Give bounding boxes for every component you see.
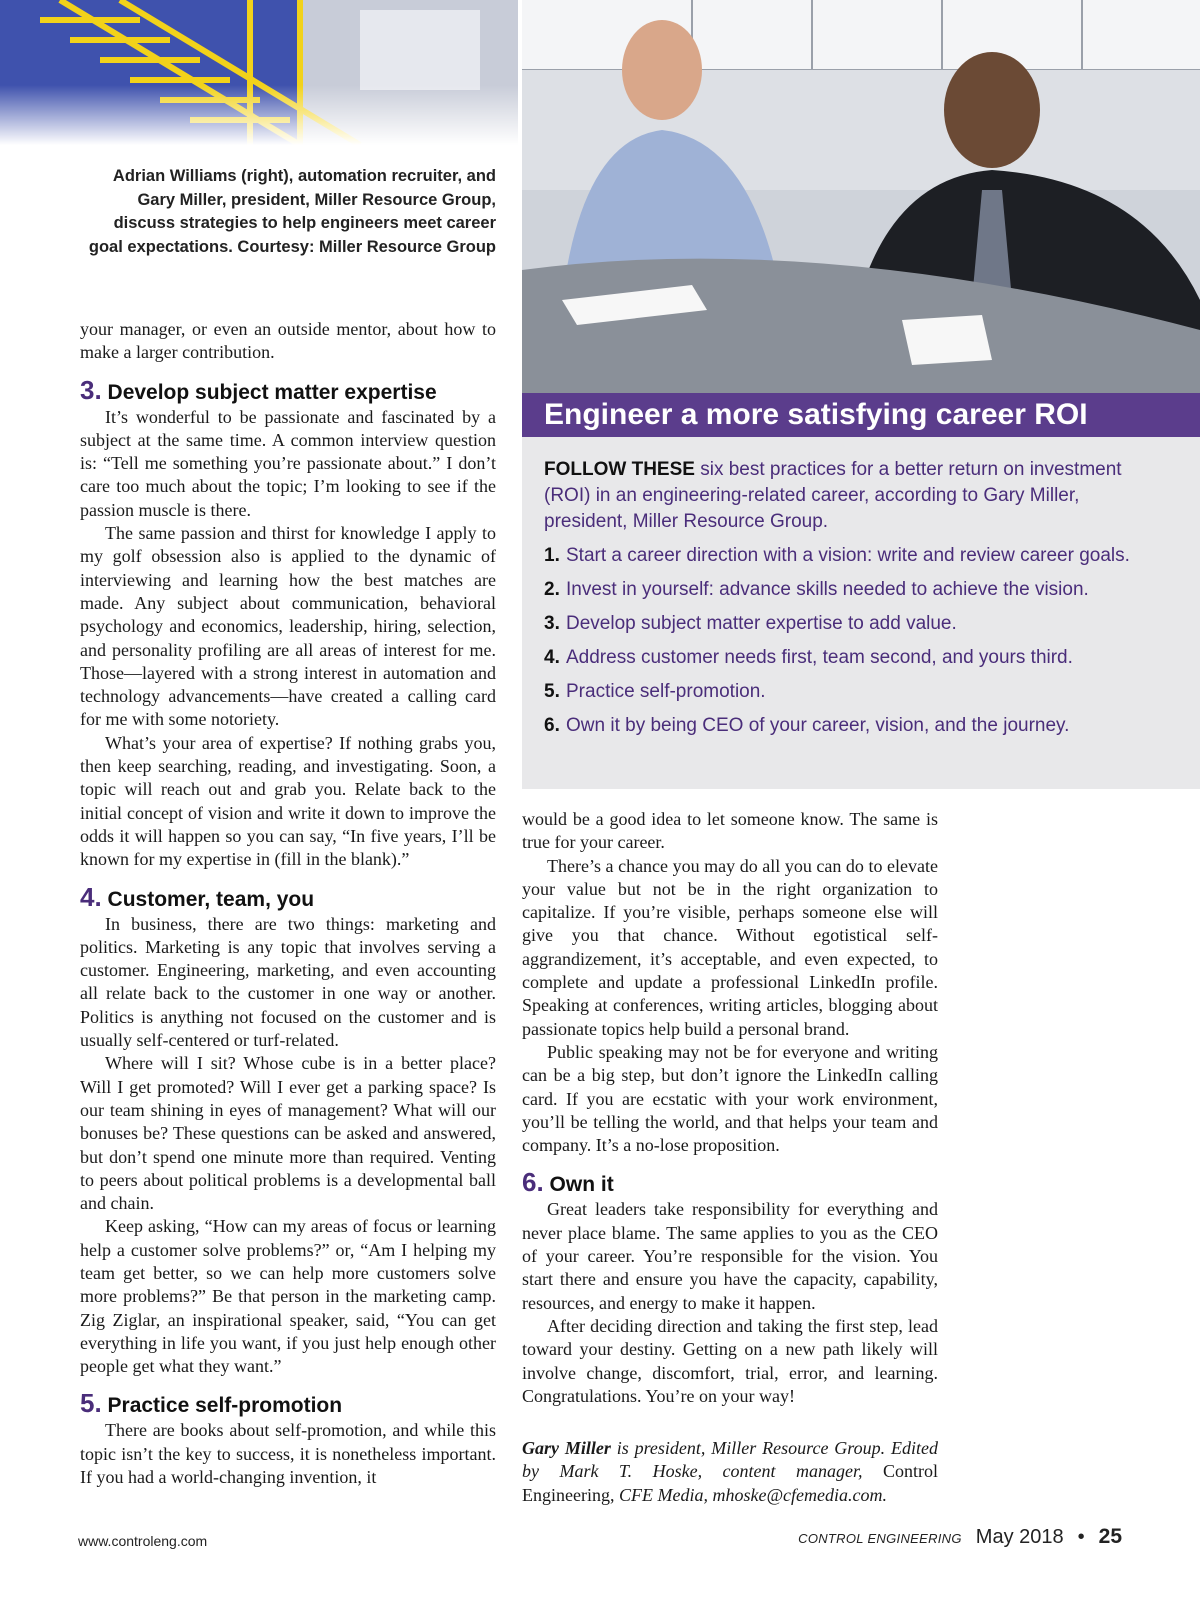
photo-caption: Adrian Williams (right), automation recruiter, and Gary Miller, president, Miller Resource Group, discuss strategies to help engineers meet career goal expectations. Courtesy: Miller Resource Group <box>88 167 496 256</box>
author-name: Gary Miller <box>522 1438 611 1458</box>
list-text: Invest in yourself: advance skills needed to achieve the vision. <box>566 579 1089 600</box>
list-number: 3. <box>544 613 560 634</box>
list-number: 4. <box>544 647 560 668</box>
paragraph: would be a good idea to let someone know. The same is true for your career. <box>522 809 938 853</box>
heading-title: Own it <box>543 1173 614 1197</box>
author-byline <box>522 1437 938 1507</box>
list-item <box>544 679 1140 705</box>
footer-website[interactable]: www.controleng.com <box>78 1533 208 1549</box>
paragraph: It’s wonderful to be passionate and fascinated by a subject at the same time. A common interview question is: “Tell me something you’re passionate about.” I don’t care too much about the topic; I’m looking to see if the passion muscle is there. <box>80 406 496 520</box>
list-text: Practice self-promotion. <box>566 681 766 702</box>
section-heading-5 <box>80 1390 496 1419</box>
right-column <box>522 808 938 1408</box>
footer-date: May 2018 <box>975 1526 1064 1548</box>
list-number: 6. <box>544 715 560 736</box>
footer-publication: CONTROL ENGINEERING <box>798 1531 962 1546</box>
paragraph: Public speaking may not be for everyone and writing can be a big step, but don’t ignore the LinkedIn calling card. If you are ecstatic with your work environment, you’ll be telling the world, and that helps your team and company. It’s a no-lose proposition. <box>522 1041 938 1156</box>
list-item <box>544 611 1140 637</box>
list-text: Start a career direction with a vision: write and review career goals. <box>566 545 1130 566</box>
paragraph: Great leaders take responsibility for everything and never place blame. The same applies to you as the CEO of your career. You’re responsible for the vision. You start there and ensure you have the capacity, capability, resources, and energy to make it happen. <box>522 1199 938 1313</box>
list-item <box>544 713 1140 739</box>
staircase-photo <box>0 0 518 145</box>
footer-info <box>798 1525 1122 1549</box>
sidebar-intro <box>544 457 1140 535</box>
list-number: 2. <box>544 579 560 600</box>
page-number: 25 <box>1098 1525 1122 1548</box>
list-item <box>544 577 1140 603</box>
sidebar-title: Engineer a more satisfying career ROI <box>522 393 1200 437</box>
paragraph: After deciding direction and taking the first step, lead toward your destiny. Getting on a new path likely will involve change, discomfort, trial, error, and learning. Congratulations. You’re on your way! <box>522 1315 938 1406</box>
heading-title: Practice self-promotion <box>101 1394 343 1418</box>
publication-name: Control Engineering, <box>522 1461 938 1505</box>
sidebar-box <box>522 437 1200 789</box>
left-column <box>80 318 496 1489</box>
paragraph: Keep asking, “How can my areas of focus or learning help a customer solve problems?” or, “Am I helping my team get better, so we can help more customers solve more problems?” Be that person in the marketing camp. Zig Ziglar, an inspirational speaker, said, “You can get everything in life you want, if you just help enough other people get what they want.” <box>80 1216 496 1377</box>
paragraph: There are books about self-promotion, and while this topic isn’t the key to success, it is nonetheless important. If you had a world-changing invention, it <box>80 1420 496 1488</box>
heading-title: Develop subject matter expertise <box>101 380 437 404</box>
paragraph: In business, there are two things: marketing and politics. Marketing is any topic that involves serving a customer. Engineering, marketing, and even accounting all relate back to the customer in one way or another. Politics is anything not focused on the customer and is usually self-centered or turf-related. <box>80 913 496 1051</box>
section-heading-3 <box>80 374 496 406</box>
list-text: Address customer needs first, team second, and yours third. <box>566 647 1073 668</box>
best-practices-list <box>544 543 1140 739</box>
paragraph: There’s a chance you may do all you can do to elevate your value but not be in the right organization to capitalize. If you’re visible, perhaps someone else will give you that chance. Without egotistical self-aggrandizement, it’s acceptable, and even expected, to complete and update a professional LinkedIn profile. Speaking at conferences, writing articles, blogging about passionate topics help build a personal brand. <box>522 855 938 1039</box>
paragraph: What’s your area of expertise? If nothing grabs you, then keep searching, reading, and investigating. Soon, a topic will reach out and grab you. Relate back to the initial concept of vision and write it down to improve the odds it will happen so you can say, “In five years, I’ll be known for my expertise in (fill in the blank).” <box>80 732 496 870</box>
photo-fade <box>0 85 518 145</box>
list-number: 1. <box>544 545 560 566</box>
paragraph: Where will I sit? Whose cube is in a better place? Will I get promoted? Will I ever get a parking space? Is our team shining in eyes of management? What will our bonuses be? These questions can be asked and answered, but don’t spend one minute more than required. Venting to peers about political problems is a developmental ball and chain. <box>80 1053 496 1214</box>
sidebar-lead: FOLLOW THESE <box>544 459 695 480</box>
people-photo <box>522 0 1200 393</box>
byline-contact: CFE Media, mhoske@cfemedia.com. <box>614 1484 887 1505</box>
list-item <box>544 645 1140 671</box>
heading-number: 6. <box>522 1167 544 1198</box>
people-illustration <box>522 0 1200 393</box>
heading-number: 4. <box>80 881 102 912</box>
footer-bullet: • <box>1077 1526 1085 1548</box>
sidebar-intro-text: six best practices for a better return on investment (ROI) in an engineering-related career, according to Gary Miller, president, Miller Resource Group. <box>544 459 1122 532</box>
byline-text: is president, Miller Resource Group. Edited by Mark T. Hoske, content manager, <box>522 1438 938 1482</box>
list-text: Own it by being CEO of your career, vision, and the journey. <box>566 715 1070 736</box>
paragraph: your manager, or even an outside mentor, about how to make a larger contribution. <box>80 319 496 363</box>
list-item <box>544 543 1140 569</box>
section-heading-6 <box>522 1169 938 1198</box>
paragraph: The same passion and thirst for knowledge I apply to my golf obsession also is applied to the dynamic of interviewing and learning how the best matches are made. Any subject about communication, behavioral psychology and economics, leadership, hiring, selection, and personality profiling are all areas of interest for me. Those—layered with a strong interest in automation and technology advancements—have created a calling card for me with some notoriety. <box>80 523 496 730</box>
heading-number: 3. <box>80 374 102 405</box>
heading-number: 5. <box>80 1388 102 1419</box>
list-text: Develop subject matter expertise to add value. <box>566 613 957 634</box>
section-heading-4 <box>80 881 496 913</box>
heading-title: Customer, team, you <box>101 887 315 911</box>
list-number: 5. <box>544 681 560 702</box>
